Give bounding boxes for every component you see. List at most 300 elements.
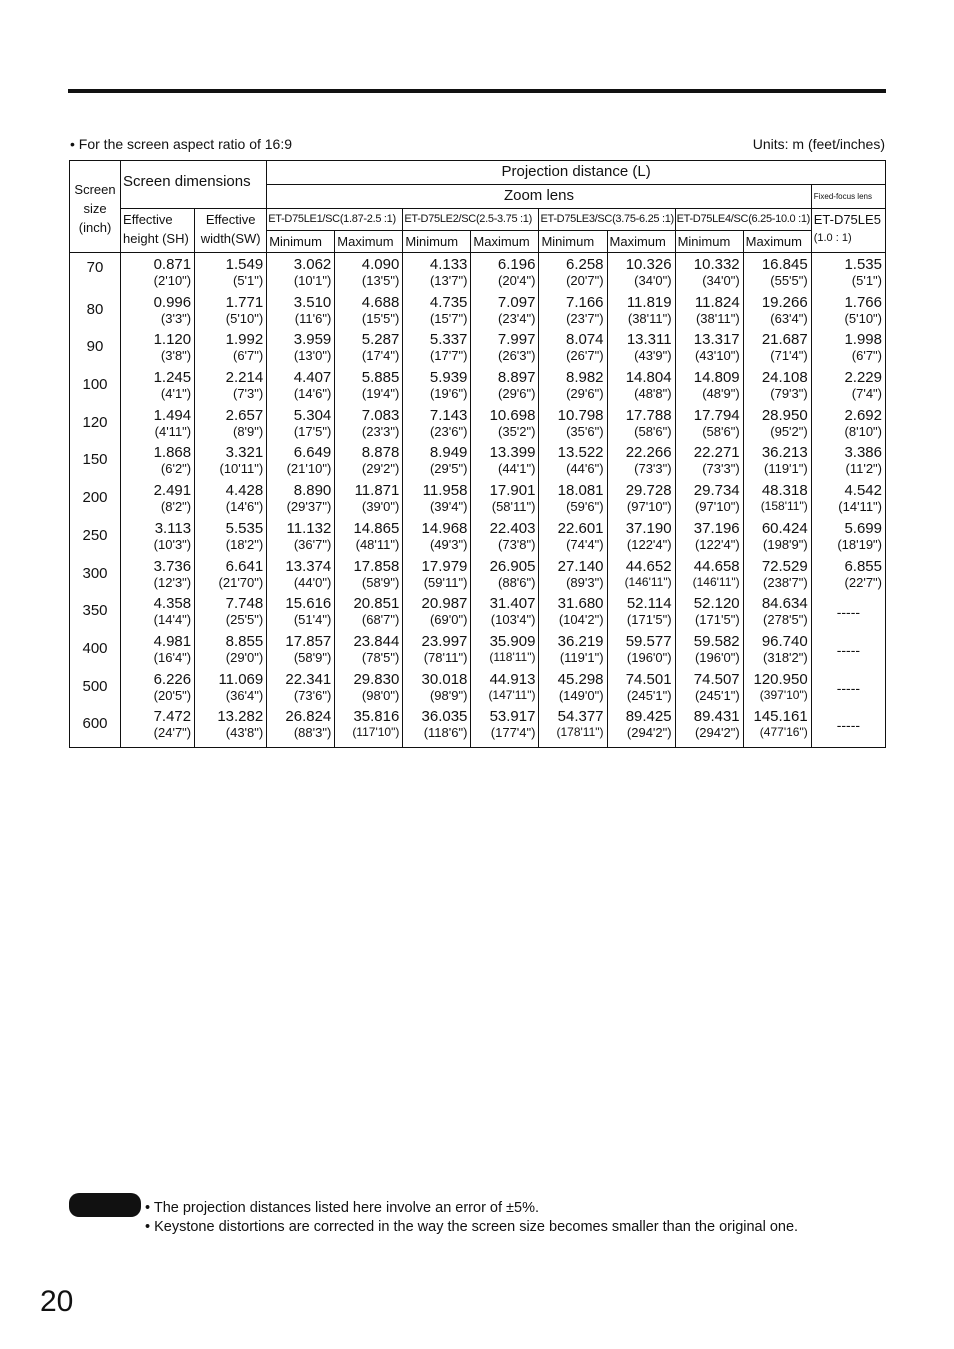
value-cell [403,559,471,597]
metric-value: 13.522 [557,444,604,462]
metric-value: 8.890 [293,482,332,500]
screen-size-cell: 150 [70,445,121,483]
imperial-value: (318'2") [763,649,808,665]
value-cell [121,521,195,559]
imperial-value: (21'70") [218,574,264,590]
value-cell [607,596,675,634]
value-cell [335,370,403,408]
imperial-value: (59'6") [566,499,604,515]
metric-value: 54.377 [557,708,604,726]
screen-size-cell: 350 [70,596,121,634]
imperial-value: (89'3") [566,574,604,590]
imperial-value: (171'5") [694,612,740,628]
metric-value: 17.857 [285,632,332,650]
value-cell [675,634,743,672]
value-cell [743,521,811,559]
metric-value: 6.196 [497,256,536,273]
metric-value: 7.997 [497,331,536,349]
imperial-value: (17'4") [361,348,400,364]
value-cell [121,445,195,483]
value-cell [471,521,539,559]
metric-value: 10.798 [557,406,604,424]
value-cell [403,295,471,333]
table-body [70,253,886,748]
imperial-value: (4'11") [154,423,192,439]
value-cell [539,709,607,747]
imperial-value: (14'4") [153,612,192,628]
imperial-value: (73'3") [634,461,672,477]
imperial-value: (19'4") [361,386,400,402]
lens-header-le5 [811,209,885,253]
value-cell [743,559,811,597]
metric-value: 59.577 [625,632,672,650]
value-cell [675,709,743,747]
metric-value: 8.855 [225,632,264,650]
aspect-note: • For the screen aspect ratio of 16:9 [70,136,293,152]
value-cell [335,445,403,483]
metric-value: 28.950 [761,406,808,424]
metric-value: 11.069 [218,670,264,688]
imperial-value: (178'11") [556,725,604,740]
effective-height-header: Effective height (SH) [121,209,195,253]
value-cell [675,596,743,634]
value-cell [403,332,471,370]
imperial-value: (44'6") [566,461,604,477]
imperial-value: (278'5") [763,612,808,628]
metric-value: 22.601 [557,519,604,537]
value-cell [811,370,885,408]
value-cell [267,596,335,634]
metric-value: 7.097 [497,293,536,311]
value-cell [403,709,471,747]
value-cell [539,445,607,483]
imperial-value: (10'3") [153,536,192,552]
imperial-value: (8'9") [233,423,264,439]
page-number: 20 [40,1285,74,1318]
value-cell [267,295,335,333]
imperial-value: (49'3") [429,536,468,552]
value-cell [267,483,335,521]
metric-value: 4.090 [361,256,400,273]
imperial-value: (4'1") [160,386,192,402]
value-cell [811,332,885,370]
imperial-value: (5'1") [851,273,882,288]
screen-size-cell: 100 [70,370,121,408]
metric-value: 37.196 [693,519,740,537]
imperial-value: (146'11") [624,574,672,589]
metric-value: 5.287 [361,331,400,349]
value-cell [743,408,811,446]
metric-value: 3.736 [153,557,192,575]
imperial-value: (58'9") [361,574,400,590]
imperial-value: (95'2") [770,423,808,439]
value-cell [121,370,195,408]
metric-value: 4.407 [293,369,332,387]
imperial-value: (14'11") [838,499,882,515]
imperial-value: (6'7") [233,348,264,364]
screen-size-cell: 90 [70,332,121,370]
value-cell [675,521,743,559]
metric-value: 36.219 [557,632,604,650]
metric-value: 22.341 [285,670,332,688]
imperial-value: (158'11") [760,499,808,514]
metric-value: 17.901 [489,482,536,500]
value-cell [121,559,195,597]
imperial-value: (73'8") [498,536,536,552]
metric-value: 60.424 [761,519,808,537]
min-header: Minimum [403,231,471,253]
imperial-value: (12'3") [153,574,192,590]
imperial-value: (14'6") [293,386,332,402]
metric-value: 4.358 [153,595,192,613]
value-cell [267,709,335,747]
not-available-cell: ----- [811,709,885,747]
metric-value: 1.998 [844,331,882,349]
value-cell [267,408,335,446]
imperial-value: (196'0") [694,649,740,665]
metric-value: 48.318 [761,482,808,500]
metric-value: 10.698 [489,406,536,424]
metric-value: 29.734 [693,482,740,500]
imperial-value: (39'0") [361,499,400,515]
imperial-value: (59'11") [423,574,468,590]
imperial-value: (43'9") [634,348,672,364]
value-cell [121,408,195,446]
value-cell [675,483,743,521]
imperial-value: (5'10") [225,310,264,326]
imperial-value: (29'5") [429,461,468,477]
metric-value: 1.771 [225,293,264,311]
min-header: Minimum [539,231,607,253]
value-cell [539,634,607,672]
value-cell [471,253,539,295]
value-cell [267,634,335,672]
metric-value: 30.018 [421,670,468,688]
imperial-value: (23'7") [566,310,604,326]
lens-header-le3: ET-D75LE3/SC(3.75-6.25 :1) [539,209,675,231]
value-cell [675,672,743,710]
imperial-value: (38'11") [695,310,740,326]
value-cell [121,709,195,747]
value-cell [121,332,195,370]
metric-value: 20.851 [353,595,400,613]
metric-value: 18.081 [557,482,604,500]
imperial-value: (29'2") [361,461,400,477]
metric-value: 17.794 [693,406,740,424]
imperial-value: (16'4") [153,649,192,665]
max-header: Maximum [471,231,539,253]
imperial-value: (51'4") [293,612,332,628]
value-cell [539,332,607,370]
metric-value: 6.226 [153,670,192,688]
notes [145,1199,798,1237]
metric-value: 11.132 [286,519,332,537]
metric-value: 24.108 [761,369,808,387]
metric-value: 44.913 [489,670,536,688]
imperial-value: (18'19") [837,536,882,552]
fixed-focus-header: Fixed-focus lens [811,185,885,209]
value-cell [471,634,539,672]
value-cell [471,295,539,333]
value-cell [539,408,607,446]
screen-size-cell: 200 [70,483,121,521]
metric-value: 35.909 [489,632,536,650]
not-available-cell: ----- [811,672,885,710]
value-cell [539,521,607,559]
value-cell [743,672,811,710]
metric-value: 1.868 [153,444,192,462]
imperial-value: (119'1") [559,649,604,665]
table-row [70,295,886,333]
value-cell [539,370,607,408]
metric-value: 74.501 [625,670,672,688]
imperial-value: (294'2") [694,725,740,741]
value-cell [195,253,267,295]
note-badge [69,1193,141,1217]
value-cell [471,408,539,446]
value-cell [607,521,675,559]
metric-value: 14.865 [353,519,400,537]
value-cell [675,332,743,370]
value-cell [267,370,335,408]
metric-value: 6.649 [293,444,332,462]
imperial-value: (24'7") [153,725,192,741]
metric-value: 15.616 [285,595,332,613]
imperial-value: (34'0") [634,273,672,288]
value-cell [675,445,743,483]
metric-value: 3.510 [293,293,332,311]
imperial-value: (196'0") [626,649,672,665]
imperial-value: (23'4") [498,310,536,326]
imperial-value: (43'10") [694,348,740,364]
metric-value: 72.529 [761,557,808,575]
metric-value: 23.997 [421,632,468,650]
imperial-value: (117'10") [352,725,400,740]
imperial-value: (39'4") [429,499,468,515]
metric-value: 14.968 [421,519,468,537]
metric-value: 3.113 [154,519,192,537]
metric-value: 1.992 [225,331,264,349]
value-cell [743,253,811,295]
imperial-value: (13'5") [361,273,400,288]
screen-size-cell: 70 [70,253,121,295]
value-cell [471,672,539,710]
imperial-value: (10'11") [219,461,264,477]
imperial-value: (238'7") [763,574,808,590]
value-cell [471,332,539,370]
value-cell [267,672,335,710]
imperial-value: (44'1") [498,461,536,477]
value-cell [675,253,743,295]
metric-value: 13.317 [693,331,740,349]
imperial-value: (103'4") [490,612,536,628]
imperial-value: (35'6") [566,423,604,439]
lens-header-le2: ET-D75LE2/SC(2.5-3.75 :1) [403,209,539,231]
metric-value: 59.582 [693,632,740,650]
value-cell [811,295,885,333]
value-cell [121,596,195,634]
value-cell [267,521,335,559]
imperial-value: (29'37") [286,499,332,515]
value-cell [607,445,675,483]
metric-value: 84.634 [761,595,808,613]
imperial-value: (13'7") [429,273,468,288]
metric-value: 4.542 [844,482,882,500]
value-cell [403,596,471,634]
table-row [70,709,886,747]
value-cell [607,483,675,521]
value-cell [743,370,811,408]
value-cell [403,672,471,710]
imperial-value: (14'6") [225,499,264,515]
value-cell [335,672,403,710]
units-note: Units: m (feet/inches) [752,136,885,152]
metric-value: 1.535 [844,256,882,273]
screen-size-header: Screen size (inch) [70,161,121,253]
screen-size-cell: 250 [70,521,121,559]
imperial-value: (177'4") [490,725,536,741]
metric-value: 7.143 [429,406,468,424]
value-cell [195,709,267,747]
metric-value: 8.878 [361,444,400,462]
metric-value: 2.692 [844,406,882,424]
value-cell [607,332,675,370]
value-cell [675,295,743,333]
imperial-value: (147'11") [488,687,536,702]
value-cell [743,332,811,370]
value-cell [195,521,267,559]
imperial-value: (8'2") [160,499,192,515]
imperial-value: (146'11") [692,574,740,589]
zoom-lens-header: Zoom lens [267,185,812,209]
metric-value: 13.399 [489,444,536,462]
metric-value: 96.740 [761,632,808,650]
value-cell [195,596,267,634]
metric-value: 44.652 [625,557,672,575]
imperial-value: (20'7") [566,273,604,288]
value-cell [195,408,267,446]
metric-value: 2.229 [844,369,882,387]
metric-value: 8.897 [497,369,536,387]
screen-size-cell: 120 [70,408,121,446]
value-cell [743,295,811,333]
metric-value: 6.641 [225,557,264,575]
metric-value: 2.657 [225,406,264,424]
screen-size-cell: 300 [70,559,121,597]
imperial-value: (98'0") [361,687,400,703]
note-error: • The projection distances listed here involve an error of ±5%. [145,1200,539,1216]
imperial-value: (17'5") [293,423,332,439]
metric-value: 5.885 [361,369,400,387]
value-cell [539,483,607,521]
value-cell [335,253,403,295]
imperial-value: (36'4") [225,687,264,703]
value-cell [403,521,471,559]
imperial-value: (58'11") [491,499,536,515]
value-cell [607,370,675,408]
metric-value: 145.161 [753,708,808,726]
imperial-value: (21'10") [286,461,332,477]
value-cell [267,445,335,483]
value-cell [335,408,403,446]
metric-value: 3.959 [293,331,332,349]
value-cell [335,483,403,521]
metric-value: 3.062 [293,256,332,273]
imperial-value: (122'4") [694,536,740,552]
metric-value: 3.321 [225,444,264,462]
metric-value: 11.958 [422,482,468,500]
metric-value: 4.428 [225,482,264,500]
value-cell [403,370,471,408]
metric-value: 13.282 [217,708,264,726]
value-cell [471,370,539,408]
value-cell [195,672,267,710]
screen-size-cell: 400 [70,634,121,672]
imperial-value: (8'10") [844,423,882,439]
screen-size-cell: 600 [70,709,121,747]
imperial-value: (25'5") [225,612,264,628]
value-cell [811,559,885,597]
value-cell [121,295,195,333]
imperial-value: (23'3") [361,423,400,439]
metric-value: 31.407 [489,595,536,613]
value-cell [121,634,195,672]
imperial-value: (2'10") [153,273,192,288]
imperial-value: (198'9") [763,536,808,552]
imperial-value: (34'0") [702,273,740,288]
imperial-value: (15'7") [429,310,468,326]
max-header: Maximum [335,231,403,253]
imperial-value: (11'6") [294,310,332,326]
screen-dimensions-header: Screen dimensions [121,161,267,209]
metric-value: 89.425 [625,708,672,726]
metric-value: 17.858 [353,557,400,575]
metric-value: 74.507 [693,670,740,688]
value-cell [539,596,607,634]
metric-value: 10.332 [693,256,740,273]
table-row [70,445,886,483]
metric-value: 4.735 [429,293,468,311]
imperial-value: (119'1") [764,461,808,477]
imperial-value: (13'0") [293,348,332,364]
imperial-value: (18'2") [225,536,264,552]
table-row [70,483,886,521]
value-cell [267,332,335,370]
imperial-value: (23'6") [429,423,468,439]
imperial-value: (44'0") [293,574,332,590]
imperial-value: (17'7") [429,348,468,364]
imperial-value: (35'2") [498,423,536,439]
value-cell [743,483,811,521]
imperial-value: (58'9") [293,649,332,665]
metric-value: 14.809 [693,369,740,387]
imperial-value: (73'3") [702,461,740,477]
value-cell [607,559,675,597]
metric-value: 36.213 [761,444,808,462]
imperial-value: (63'4") [770,310,808,326]
metric-value: 8.949 [429,444,468,462]
metric-value: 4.981 [153,632,192,650]
value-cell [539,253,607,295]
imperial-value: (43'8") [225,725,264,741]
metric-value: 3.386 [844,444,882,462]
metric-value: 5.939 [429,369,468,387]
imperial-value: (55'5") [770,273,808,288]
imperial-value: (122'4") [626,536,672,552]
min-header: Minimum [675,231,743,253]
value-cell [607,408,675,446]
imperial-value: (74'4") [566,536,604,552]
